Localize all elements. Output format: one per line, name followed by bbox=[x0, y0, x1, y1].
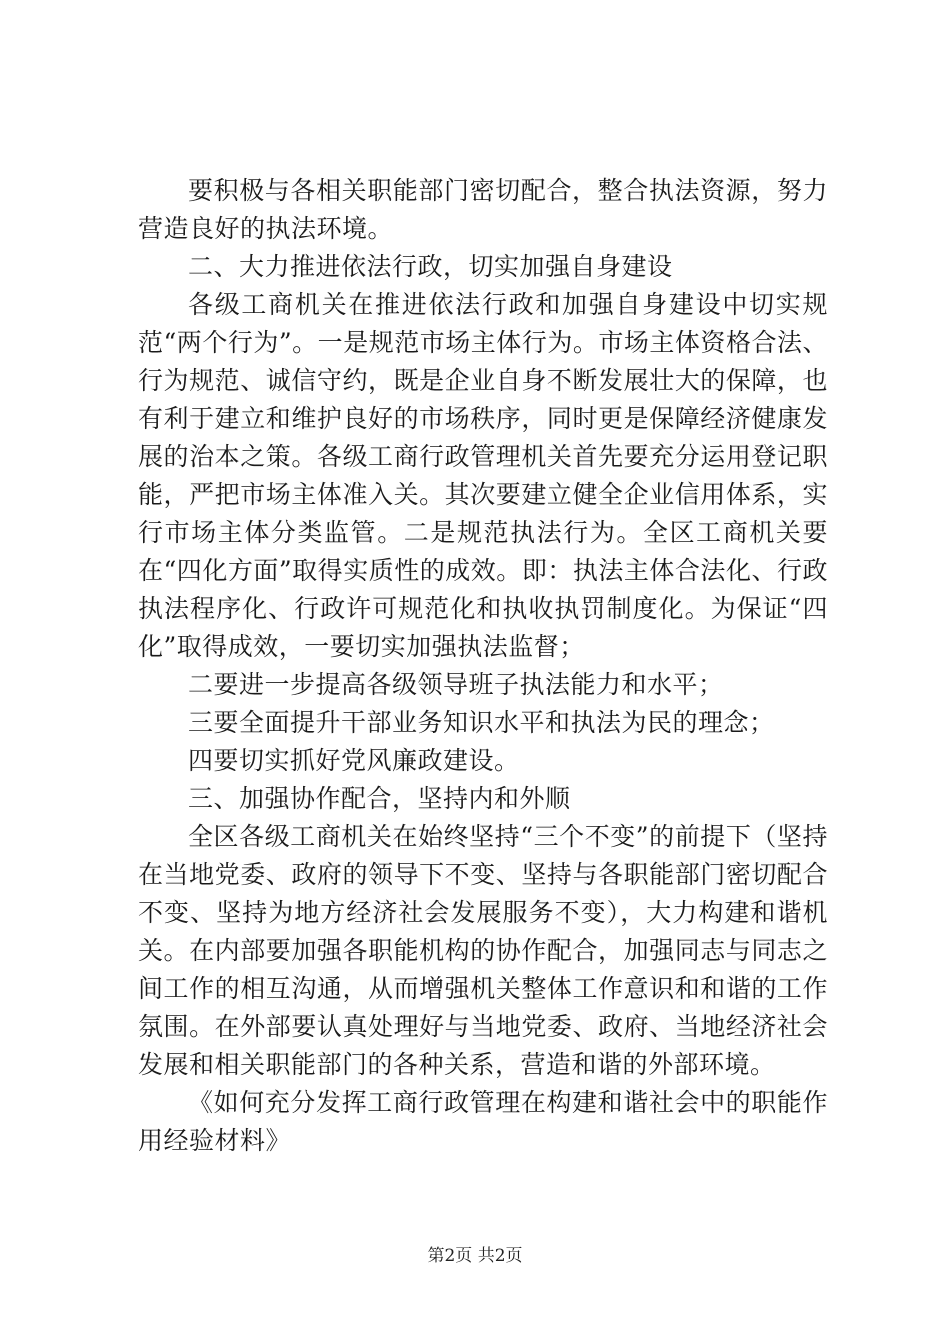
section-heading-3: 三、加强协作配合，坚持内和外顺 bbox=[188, 784, 571, 813]
section-heading-2: 二、大力推进依法行政，切实加强自身建设 bbox=[188, 252, 673, 281]
document-title-reference: 《如何充分发挥工商行政管理在构建和谐社会中的职能作用经验材料》 bbox=[138, 1088, 828, 1155]
document-body bbox=[138, 172, 828, 1160]
paragraph-3: 各级工商机关在推进依法行政和加强自身建设中切实规范“两个行为”。一是规范市场主体行为。市场主体资格合法、行为规范、诚信守约，既是企业自身不断发展壮大的保障，也有利于建立和维护良好的市场秩序，同时更是保障经济健康发展的治本之策。各级工商行政管理机关首先要充分运用登记职能，严把市场主体准入关。其次要建立健全企业信用体系，实行市场主体分类监管。二是规范执法行为。全区工商机关要在“四化方面”取得实质性的成效。即：执法主体合法化、行政执法程序化、行政许可规范化和执收执罚制度化。为保证“四化”取得成效，一要切实加强执法监督； bbox=[138, 290, 828, 661]
paragraph-5: 三要全面提升干部业务知识水平和执法为民的理念； bbox=[188, 708, 775, 737]
paragraph-8: 全区各级工商机关在始终坚持“三个不变”的前提下（坚持在当地党委、政府的领导下不变、坚持与各职能部门密切配合不变、坚持为地方经济社会发展服务不变），大力构建和谐机关。在内部要加强各职能机构的协作配合，加强同志与同志之间工作的相互沟通，从而增强机关整体工作意识和和谐的工作氛围。在外部要认真处理好与当地党委、政府、当地经济社会发展和相关职能部门的各种关系，营造和谐的外部环境。 bbox=[138, 822, 828, 1079]
paragraph-4: 二要进一步提高各级领导班子执法能力和水平； bbox=[188, 670, 724, 699]
paragraph-1: 要积极与各相关职能部门密切配合，整合执法资源，努力营造良好的执法环境。 bbox=[138, 176, 828, 243]
page-number-footer: 第2页 共2页 bbox=[427, 1246, 523, 1266]
paragraph-6: 四要切实抓好党风廉政建设。 bbox=[188, 746, 520, 775]
